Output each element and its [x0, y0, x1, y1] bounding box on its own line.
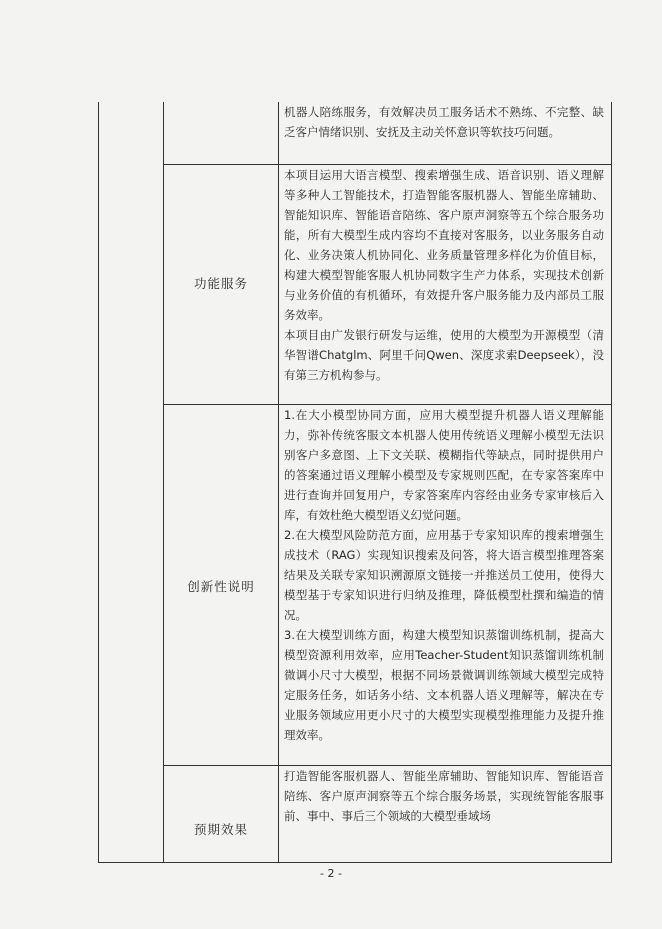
effect-text: 打造智能客服机器人、智能坐席辅助、智能知识库、智能语音陪练、客户原声洞察等五个综合服务场景，实现统智能客服事前、事中、事后三个领域的大模型垂域场	[284, 769, 604, 823]
function-paragraph: 本项目由广发银行研发与运维，使用的大模型为开源模型（清华智谱Chatglm、阿里千问Qwen、深度求索Deepseek），没有第三方机构参与。	[284, 328, 604, 382]
page-number: - 2 -	[320, 867, 342, 880]
innovation-label: 创新性说明	[187, 579, 255, 594]
innovation-paragraph: 1.在大小模型协同方面，应用大模型提升机器人语义理解能力，弥补传统客服文本机器人使用传统语义理解小模型无法识别客户多意图、上下文关联、模糊指代等缺点，同时提供用户的答案通过语义理解小模型及专家规则匹配，在专家答案库中进行查询并回复用户，专家答案库内容经由业务专家审核后入库，有效杜绝大模型语义幻觉问题。	[284, 408, 604, 522]
innovation-paragraph: 3.在大模型训练方面，构建大模型知识蒸馏训练机制，提高大模型资源利用效率，应用Teacher-Student知识蒸馏训练机制微调小尺寸大模型，根据不同场景微调训练领域大模型完成特定服务任务，如话务小结、文本机器人语义理解等，解决在专业服务领域应用更小尺寸的大模型实现模型推理能力及提升推理效率。	[284, 628, 604, 742]
table-column-divider	[278, 102, 279, 862]
function-paragraph: 本项目运用大语言模型、搜索增强生成、语音识别、语义理解等多种人工智能技术，打造智能客服机器人、智能坐席辅助、智能知识库、智能语音陪练、客户原声洞察等五个综合服务功能，所有大模型生成内容均不直接对客服务，以业务服务自动化、业务决策人机协同化、业务质量管理多样化为价值目标，构建大模型智能客服人机协同数字生产力体系，实现技术创新与业务价值的有机循环，有效提升客户服务能力及内部员工服务效率。	[284, 168, 604, 322]
continued-cell	[284, 102, 604, 142]
effect-label: 预期效果	[193, 822, 248, 837]
continued-text: 机器人陪练服务，有效解决员工服务话术不熟练、不完整、缺乏客户情绪识别、安抚及主动关怀意识等软技巧问题。	[284, 105, 604, 139]
innovation-cell	[284, 405, 604, 745]
innovation-paragraph: 2.在大模型风险防范方面，应用基于专家知识库的搜索增强生成技术（RAG）实现知识搜索及问答，将大语言模型推理答案结果及关联专家知识溯源原文链接一并推送员工使用，使得大模型基于专家知识进行归纳及推理，降低模型杜撰和编造的情况。	[284, 528, 604, 622]
function-cell	[284, 165, 604, 385]
table-column-divider	[163, 102, 164, 862]
function-label: 功能服务	[193, 276, 248, 291]
info-table	[98, 102, 612, 863]
effect-cell	[284, 766, 604, 826]
